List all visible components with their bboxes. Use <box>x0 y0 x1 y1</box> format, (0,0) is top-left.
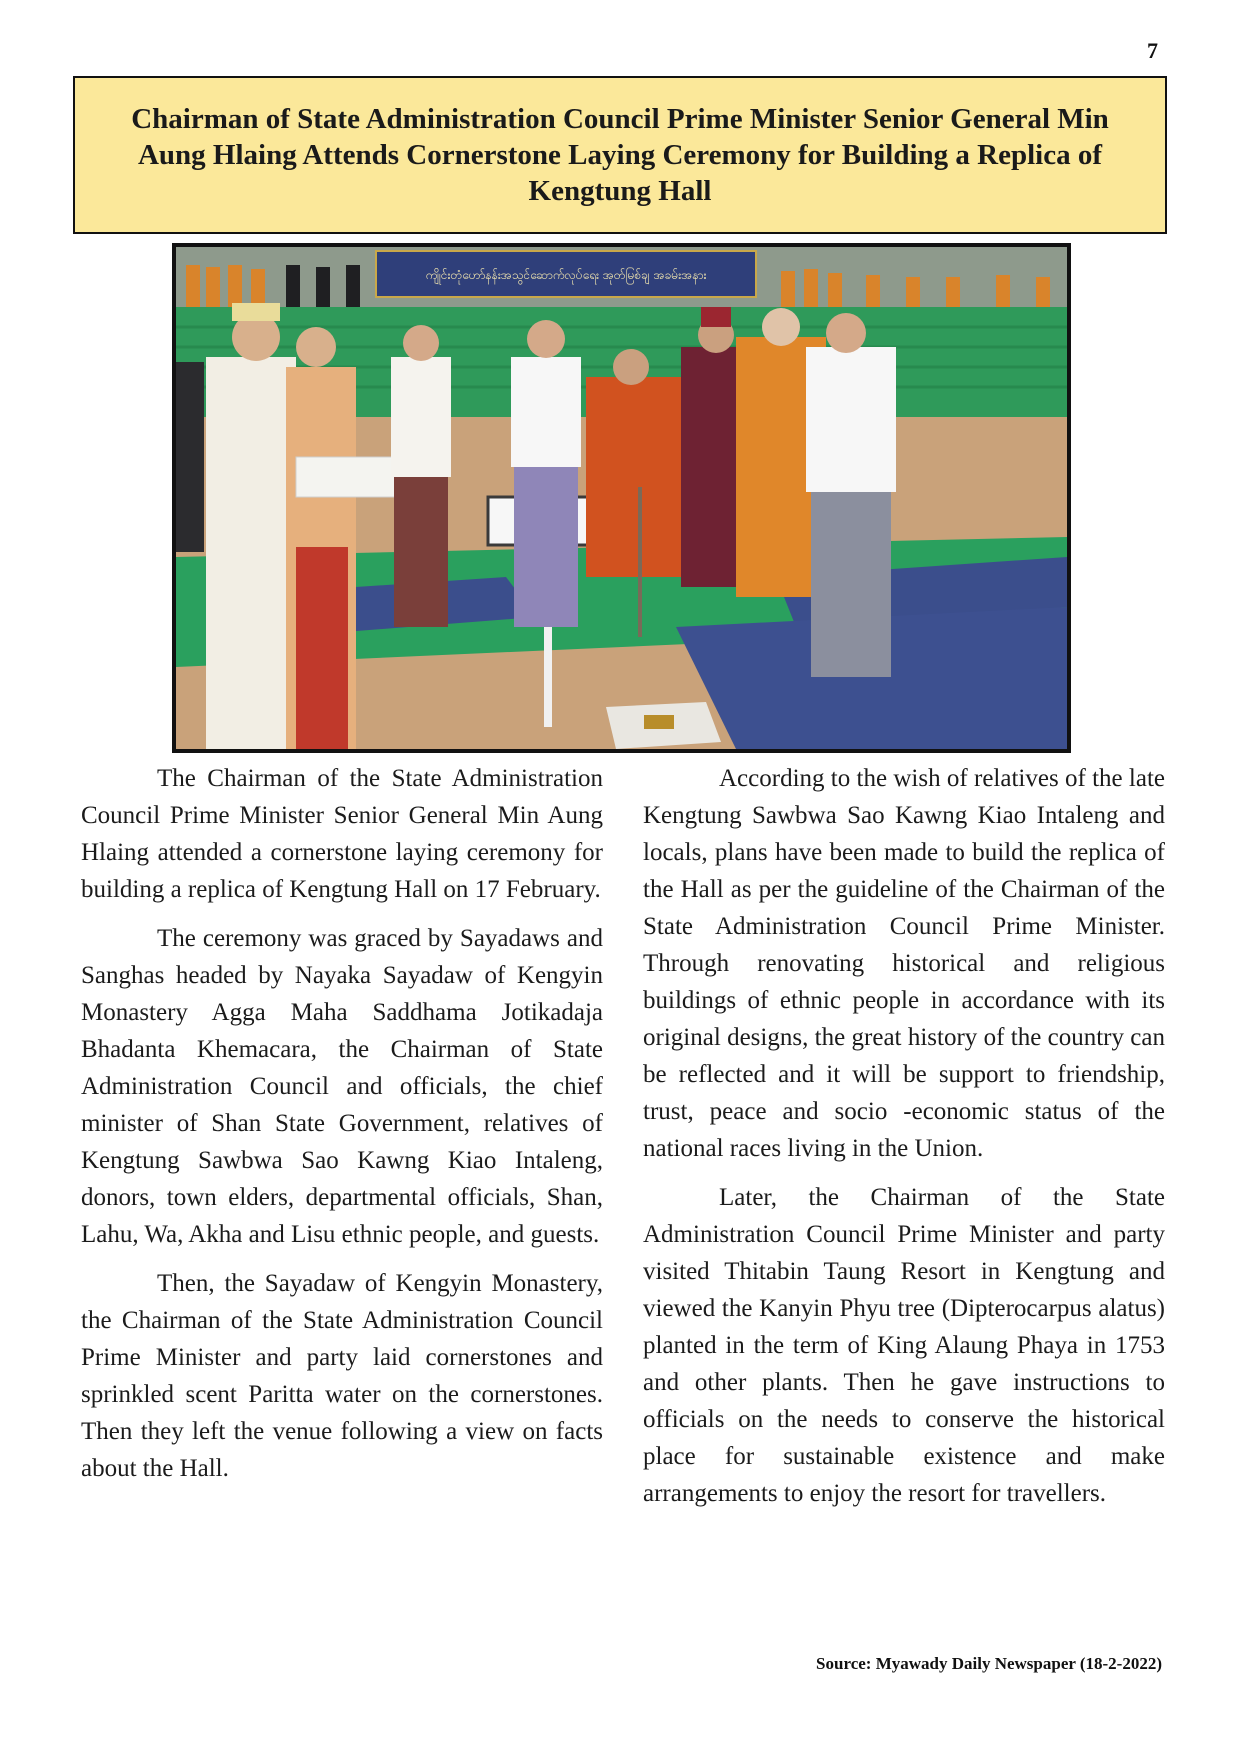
paragraph: Later, the Chairman of the State Administration Council Prime Minister and party visited Thitabin Taung Resort in Kengtung and viewed the Kanyin Phyu tree (Dipterocarpus alatus) planted in the term of King Alaung Phaya in 1753 and other plants. Then he gave instructions to officials on the needs to conserve the historical place for sustainable existence and make arrangements to enjoy the resort for travellers. <box>643 1184 1165 1507</box>
ceremony-photo-illustration <box>176 247 1067 749</box>
article-left-column <box>81 760 603 1499</box>
page-number: 7 <box>1147 38 1158 63</box>
paragraph: The ceremony was graced by Sayadaws and Sanghas headed by Nayaka Sayadaw of Kengyin Monastery Agga Maha Saddhama Jotikadaja Bhadanta Khemacara, the Chairman of State Administration Council and officials, the chief minister of Shan State Government, relatives of Kengtung Sawbwa Sao Kawng Kiao Intaleng, donors, town elders, departmental officials, Shan, Lahu, Wa, Akha and Lisu ethnic people, and guests. <box>81 925 603 1248</box>
banner-text: ကျိုင်းတုံဟော်နန်းအသွင်ဆောက်လုပ်ရေး အုတ်မြစ်ချ အခမ်းအနား <box>425 268 707 282</box>
paragraph: According to the wish of relatives of the late Kengtung Sawbwa Sao Kawng Kiao Intaleng and locals, plans have been made to build the replica of the Hall as per the guideline of the Chairman of the State Administration Council Prime Minister. Through renovating historical and religious buildings of ethnic people in accordance with its original designs, the great history of the country can be reflected and it will be support to friendship, trust, peace and socio -economic status of the national races living in the Union. <box>643 765 1165 1162</box>
article-right-column <box>643 760 1165 1524</box>
ceremony-photo <box>172 243 1071 753</box>
headline-box <box>73 76 1167 234</box>
headline: Chairman of State Administration Council Prime Minister Senior General Min Aung Hlaing Attends Cornerstone Laying Ceremony for Building a Replica of Kengtung Hall <box>131 103 1109 207</box>
paragraph: Then, the Sayadaw of Kengyin Monastery, the Chairman of the State Administration Council Prime Minister and party laid cornerstones and sprinkled scent Paritta water on the cornerstones. Then they left the venue following a view on facts about the Hall. <box>81 1270 603 1482</box>
paragraph: The Chairman of the State Administration Council Prime Minister Senior General Min Aung Hlaing attended a cornerstone laying ceremony for building a replica of Kengtung Hall on 17 February. <box>81 765 603 903</box>
source-credit: Source: Myawady Daily Newspaper (18-2-2022) <box>816 1654 1162 1673</box>
